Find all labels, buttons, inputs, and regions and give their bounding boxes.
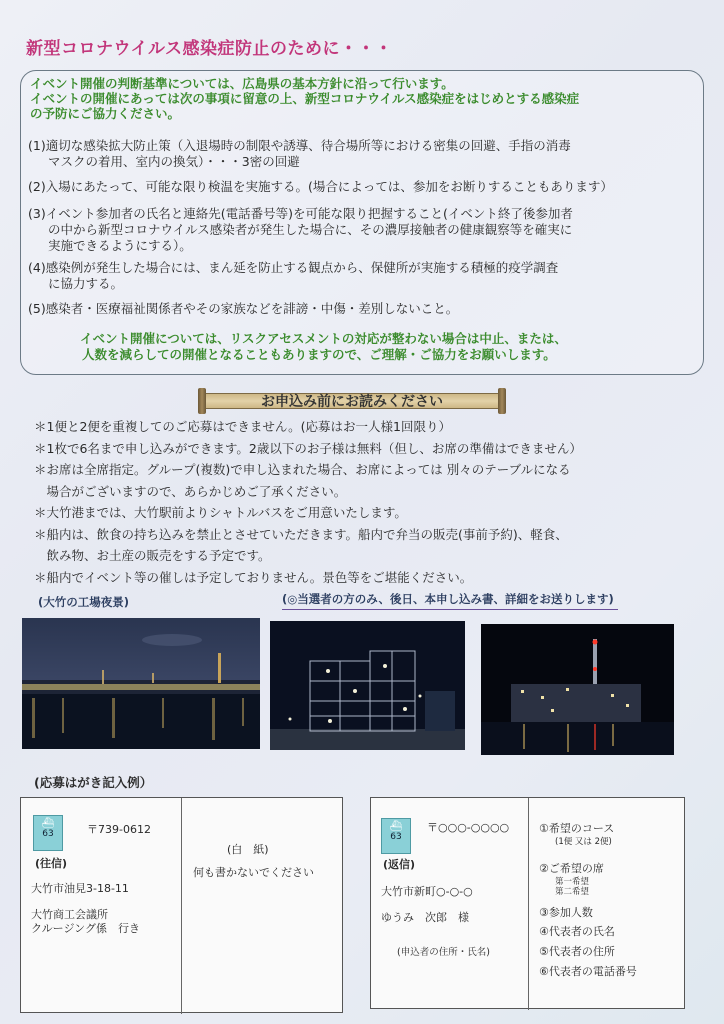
item-line: (4)感染例が発生した場合には、まん延を防止する観点から、保健所が実施する積極的疫学調査 (28, 260, 559, 275)
intro-line: の予防にご協力ください。 (30, 106, 181, 121)
item-line: (1)適切な感染拡大防止策（入退場時の制限や誘導、待合場所等における密集の回避、手指の消毒 (28, 138, 571, 153)
stamp-icon: ⛴ 63 (33, 815, 63, 851)
stamp-value: 63 (390, 832, 402, 842)
card-divider (181, 798, 182, 1014)
notice-intro (30, 76, 680, 121)
note-item: ＊大竹港までは、大竹駅前よりシャトルバスをご用意いたします。 (34, 505, 407, 520)
stamp-icon: ⛴ 63 (381, 818, 411, 854)
notice-item-2 (28, 179, 678, 195)
field-seat-first: 第一希望 (555, 877, 590, 887)
note-item: 場合がございますので、あらかじめご了承ください。 (34, 483, 347, 499)
notice-item-3 (28, 206, 678, 254)
item-line: の中から新型コロナウイルス感染者が発生した場合に、その濃厚接触者の健康観察等を確実に (48, 222, 573, 237)
field-rep-phone: ⑥代表者の電話番号 (539, 965, 637, 978)
postal-code: 〒739-0612 (87, 823, 151, 836)
outro-line: イベント開催については、リスクアセスメントの対応が整わない場合は中止、または、 (80, 331, 567, 346)
winners-caption: (◎当選者の方のみ、後日、本申し込み書、詳細をお送りします) (282, 591, 618, 610)
field-seat: ②ご希望の席 (539, 862, 604, 875)
address: 大竹市新町○-○-○ (381, 885, 473, 898)
item-line: に協力する。 (48, 276, 124, 291)
field-rep-address: ⑤代表者の住所 (539, 945, 615, 958)
note-item: ＊1枚で6名まで申し込みができます。2歳以下のお子様は無料（但し、お席の準備はできません） (34, 440, 582, 456)
item-line: (2)入場にあたって、可能な限り検温を実施する。(場合によっては、参加をお断りすることもあります） (28, 179, 613, 194)
recipient-line: クルージング係 行き (31, 922, 140, 935)
blank-title: (白 紙) (227, 843, 269, 856)
intro-line: イベントの開催にあっては次の事項に留意の上、新型コロナウイルス感染症をはじめとする感染症 (30, 91, 580, 106)
outro-line: 人数を減らしての開催となることもありますので、ご理解・ご協力をお願いします。 (82, 347, 556, 362)
read-before-applying-banner (198, 388, 506, 414)
field-course-sub: (1便 又は 2便) (555, 837, 612, 847)
postcard-reply (370, 797, 685, 1009)
field-course: ①希望のコース (539, 822, 615, 835)
blank-note: 何も書かないでください (193, 866, 314, 879)
factory-night-photo-2 (270, 621, 465, 750)
notice-item-4 (28, 260, 678, 292)
notice-item-1 (28, 138, 678, 170)
address: 大竹市油見3-18-11 (31, 882, 129, 895)
postal-code: 〒○○○-○○○○ (427, 821, 510, 834)
field-seat-second: 第二希望 (555, 887, 590, 897)
card-type: (返信) (383, 858, 416, 871)
item-line: マスクの着用、室内の換気）・・・3密の回避 (48, 154, 300, 169)
recipient-line: 大竹商工会議所 (31, 908, 108, 921)
item-line: (5)感染者・医療福祉関係者やその家族などを誹謗・中傷・差別しないこと。 (28, 301, 459, 316)
field-rep-name: ④代表者の氏名 (539, 925, 615, 938)
card-divider (528, 798, 529, 1010)
notice-outro (80, 331, 680, 363)
intro-line: イベント開催の判断基準については、広島県の基本方針に沿って行います。 (30, 76, 454, 91)
applicant-name: ゆうみ 次郎 様 (381, 911, 469, 924)
card-type: (往信) (35, 857, 68, 870)
page-title: 新型コロナウイルス感染症防止のために・・・ (26, 39, 393, 59)
stamp-value: 63 (42, 829, 54, 839)
notice-item-5 (28, 301, 678, 317)
field-party-size: ③参加人数 (539, 906, 593, 919)
factory-night-photo-3 (481, 624, 674, 755)
item-line: 実施できるようにする）。 (48, 238, 192, 253)
note-item: ＊お席は全席指定。グループ(複数)で申し込まれた場合、お席によっては 別々のテーブルになる (34, 462, 571, 477)
note-item: ＊1便と2便を重複してのご応募はできません。(応募はお一人様1回限り） (34, 419, 451, 434)
postcard-outgoing (20, 797, 343, 1013)
note-item: 飲み物、お土産の販売をする予定です。 (34, 548, 271, 563)
note-item: ＊船内でイベント等の催しは予定しておりません。景色等をご堪能ください。 (34, 569, 473, 585)
factory-night-photo-1 (22, 618, 260, 749)
item-line: (3)イベント参加者の氏名と連絡先(電話番号等)を可能な限り把握すること(イベント終了後参加者 (28, 206, 573, 221)
applicant-note: (申込者の住所・氏名) (397, 947, 490, 958)
postcard-sample-label: (応募はがき記入例） (34, 775, 153, 790)
note-item: ＊船内は、飲食の持ち込みを禁止とさせていただきます。船内で弁当の販売(事前予約)、軽食、 (34, 526, 568, 542)
application-notes (34, 416, 694, 588)
photos-caption: (大竹の工場夜景) (38, 595, 130, 609)
banner-label: お申込み前にお読みください (261, 394, 443, 410)
